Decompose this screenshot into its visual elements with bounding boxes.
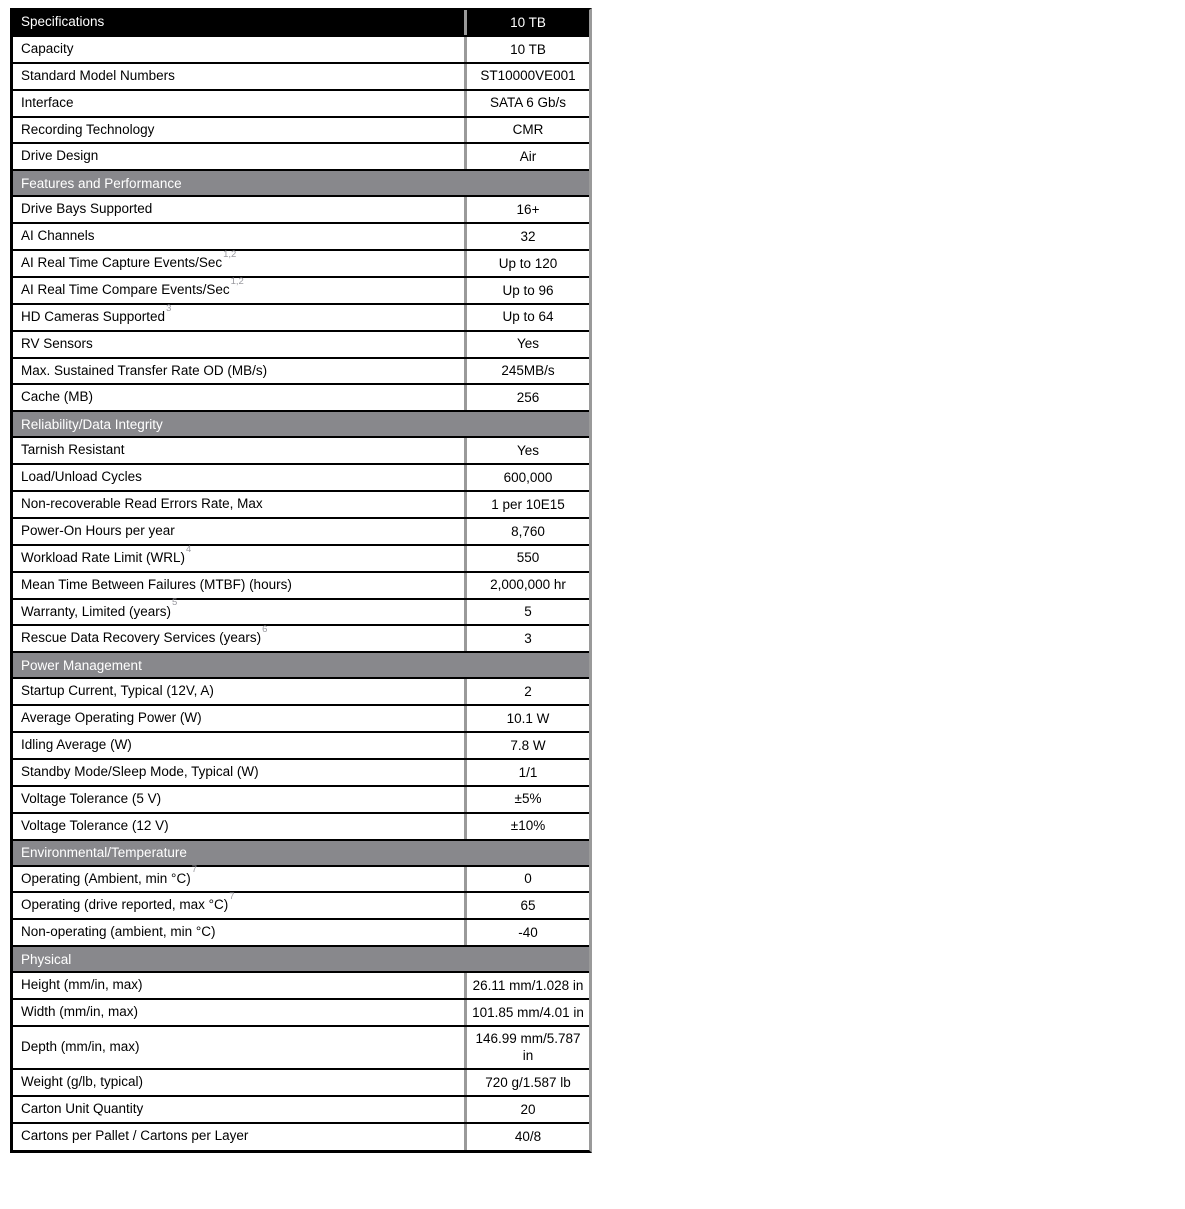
row-label: Average Operating Power (W) [21,710,202,726]
row-label-cell [13,893,464,918]
row-label-cell [13,920,464,945]
row-label: AI Channels [21,228,95,244]
table-row [13,543,589,573]
row-label: AI Real Time Capture Events/Sec [21,255,223,270]
row-label-cell [13,597,464,625]
section-header [13,412,589,438]
table-row [13,144,589,171]
section-title: Power Management [21,657,142,673]
row-label-cell [13,543,464,571]
row-label: Voltage Tolerance (5 V) [21,790,162,806]
table-row [13,864,589,894]
table-row [13,626,589,653]
row-value: 10 TB [464,37,589,62]
row-label: Recording Technology [21,121,155,137]
table-row [13,973,589,1000]
table-row [13,1124,589,1150]
row-label: Startup Current, Typical (12V, A) [21,683,214,699]
row-label-cell [13,224,464,249]
row-label-cell [13,864,464,892]
row-label-cell [13,679,464,704]
table-row [13,893,589,920]
table-header-label: Specifications [21,14,105,29]
row-label-cell [13,573,464,598]
row-value: 3 [464,626,589,651]
row-label: Load/Unload Cycles [21,469,142,485]
row-label-cell [13,787,464,812]
row-label: Operating (drive reported, max °C) [21,897,229,913]
row-label-cell [13,1124,464,1150]
table-row [13,760,589,787]
footnote-marker: 1,2 [223,248,237,260]
row-value: Yes [464,438,589,463]
footnote-marker: 4 [186,543,192,555]
row-value: 16+ [464,197,589,222]
row-label: Max. Sustained Transfer Rate OD (MB/s) [21,362,268,378]
row-value: Up to 64 [464,305,589,330]
row-value: 0 [464,867,589,892]
section-header [13,841,589,867]
row-value: 1/1 [464,760,589,785]
row-label: Height (mm/in, max) [21,977,143,993]
row-label-cell [13,626,464,651]
table-row [13,814,589,841]
row-value: 146.99 mm/5.787 in [464,1027,589,1068]
section-title: Environmental/Temperature [21,845,187,860]
table-header-value: 10 TB [464,10,589,35]
table-row [13,706,589,733]
row-label: Depth (mm/in, max) [21,1038,140,1054]
row-label: HD Cameras Supported [21,308,166,324]
footnote-marker: 7 [191,864,198,876]
row-label-cell [13,519,464,544]
section-header [13,171,589,197]
row-value: 1 per 10E15 [464,492,589,517]
row-value: ±10% [464,814,589,839]
table-row [13,1000,589,1027]
row-label-cell [13,733,464,758]
section-header [13,947,589,973]
row-label-cell [13,197,464,222]
row-label: Capacity [21,40,74,56]
table-row [13,573,589,600]
row-value: 65 [464,893,589,918]
table-row [13,597,589,627]
table-row [13,248,589,278]
table-row [13,519,589,546]
section-title: Reliability/Data Integrity [21,416,163,432]
table-row [13,492,589,519]
row-label: Non-operating (ambient, min °C) [21,924,216,940]
row-label: Tarnish Resistant [21,442,125,458]
table-row [13,1027,589,1070]
table-row [13,385,589,412]
row-label: Carton Unit Quantity [21,1100,144,1116]
row-value: Up to 96 [464,278,589,303]
footnote-marker: 3 [166,302,172,314]
row-label-cell [13,275,464,303]
row-label: RV Sensors [21,335,93,351]
row-value: 550 [464,546,589,571]
row-value: 7.8 W [464,733,589,758]
table-row [13,64,589,91]
table-row [13,275,589,305]
row-value: ST10000VE001 [464,64,589,89]
row-label-cell [13,1097,464,1122]
row-value: 32 [464,224,589,249]
footnote-marker: 1,2 [230,275,244,287]
row-label-cell [13,1070,464,1095]
row-label: Non-recoverable Read Errors Rate, Max [21,496,263,511]
row-value: 101.85 mm/4.01 in [464,1000,589,1025]
row-label: Standby Mode/Sleep Mode, Typical (W) [21,763,259,779]
table-row [13,91,589,118]
row-label: Cartons per Pallet / Cartons per Layer [21,1128,249,1144]
footnote-marker: 5 [172,597,178,609]
table-row [13,359,589,386]
row-label: Cache (MB) [21,389,94,405]
table-row [13,1070,589,1097]
table-row [13,37,589,64]
row-label: Power-On Hours per year [21,522,175,538]
table-header-row [13,10,589,37]
row-label-cell [13,144,464,169]
row-label-cell [13,973,464,998]
table-row [13,224,589,251]
table-row [13,302,589,332]
row-label: Idling Average (W) [21,737,132,752]
row-label-cell [13,302,464,330]
row-value: 600,000 [464,465,589,490]
row-label-cell [13,465,464,490]
table-row [13,465,589,492]
section-title: Physical [21,951,72,967]
row-label: Interface [21,94,74,110]
section-header [13,653,589,679]
row-value: 26.11 mm/1.028 in [464,973,589,998]
row-value: SATA 6 Gb/s [464,91,589,116]
table-row [13,679,589,706]
row-label: AI Real Time Compare Events/Sec [21,281,230,297]
row-label-cell [13,64,464,89]
row-label: Drive Design [21,148,99,164]
row-label-cell [13,385,464,410]
row-value: -40 [464,920,589,945]
row-value: CMR [464,118,589,143]
row-label: Voltage Tolerance (12 V) [21,817,169,833]
row-value: 256 [464,385,589,410]
row-label: Operating (Ambient, min °C) [21,870,191,886]
row-value: Air [464,144,589,169]
row-label-cell [13,760,464,785]
row-label: Drive Bays Supported [21,201,153,217]
row-value: Yes [464,332,589,357]
row-value: 5 [464,600,589,625]
row-value: ±5% [464,787,589,812]
footnote-marker: 6 [262,624,268,636]
row-value: 245MB/s [464,359,589,384]
table-row [13,920,589,947]
spec-table [10,8,592,1153]
row-label-cell [13,248,464,276]
footnote-marker: 7 [229,891,235,903]
row-label-cell [13,1027,464,1068]
row-value: 8,760 [464,519,589,544]
table-row [13,1097,589,1124]
row-label: Warranty, Limited (years) [21,603,172,619]
row-label: Weight (g/lb, typical) [21,1073,144,1089]
table-row [13,332,589,359]
row-value: 10.1 W [464,706,589,731]
row-value: 2,000,000 hr [464,573,589,598]
row-label-cell [13,814,464,839]
row-label-cell [13,1000,464,1025]
row-label: Width (mm/in, max) [21,1004,139,1019]
row-label: Standard Model Numbers [21,67,175,83]
row-label-cell [13,332,464,357]
row-label-cell [13,359,464,384]
table-row [13,197,589,224]
table-row [13,787,589,814]
row-label-cell [13,91,464,116]
table-row [13,733,589,760]
row-label: Mean Time Between Failures (MTBF) (hours) [21,576,292,592]
spec-table-body [13,37,589,1150]
row-value: 40/8 [464,1124,589,1150]
row-label-cell [13,118,464,143]
section-title: Features and Performance [21,175,182,191]
row-label-cell [13,37,464,62]
table-row [13,118,589,145]
row-label: Workload Rate Limit (WRL) [21,549,186,565]
row-label-cell [13,492,464,517]
row-label: Rescue Data Recovery Services (years) [21,630,262,646]
row-value: Up to 120 [464,251,589,276]
row-label-cell [13,438,464,463]
row-value: 20 [464,1097,589,1122]
row-value: 720 g/1.587 lb [464,1070,589,1095]
table-row [13,438,589,465]
row-label-cell [13,706,464,731]
row-value: 2 [464,679,589,704]
